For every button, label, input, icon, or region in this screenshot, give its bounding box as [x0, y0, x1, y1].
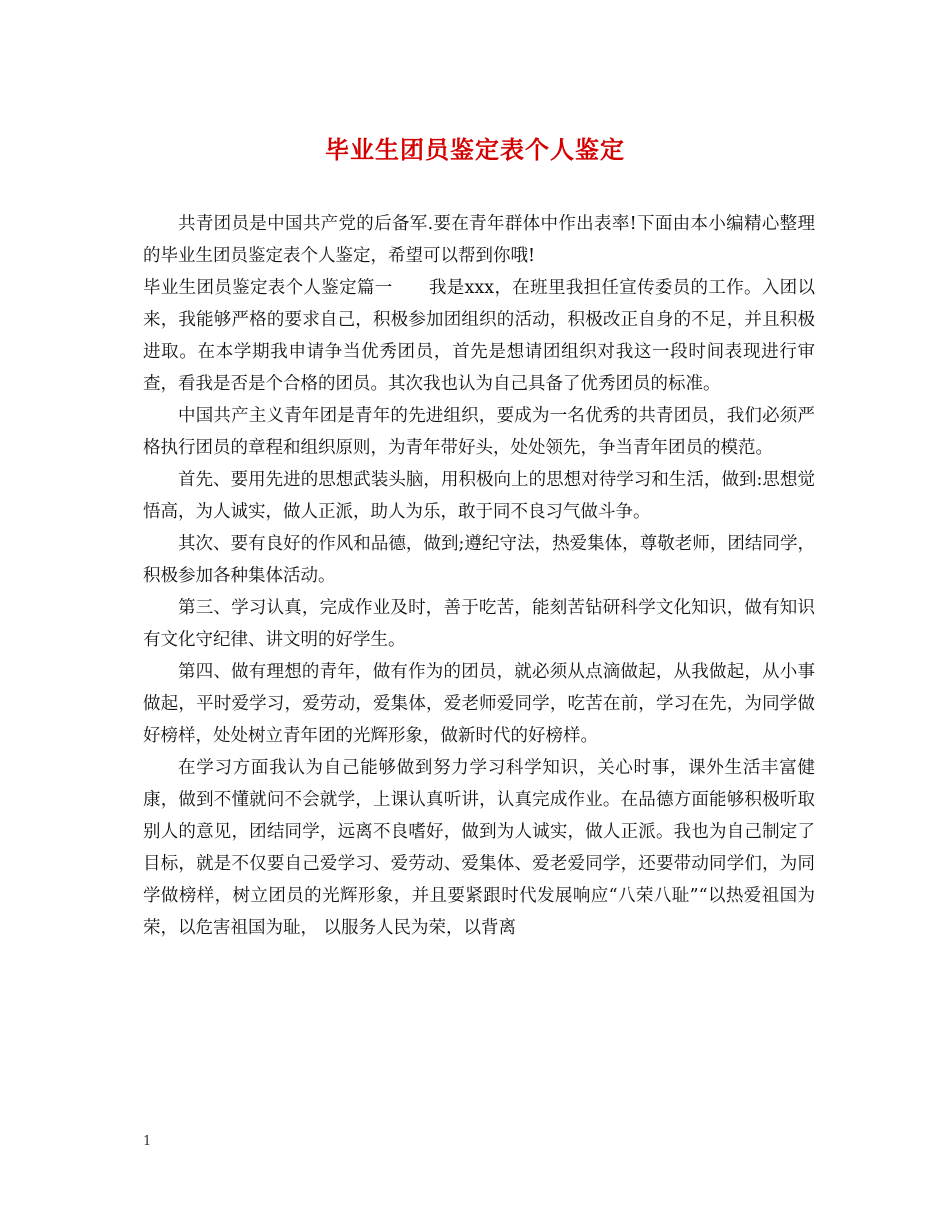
body-paragraph: 中国共产主义青年团是青年的先进组织，要成为一名优秀的共青团员，我们必须严格执行团员的章程和组织原则，为青年带好头，处处领先，争当青年团员的模范。: [143, 406, 815, 458]
section-heading: 毕业生团员鉴定表个人鉴定篇一: [143, 278, 393, 298]
intro-paragraph: 共青团员是中国共产党的后备军.要在青年群体中作出表率!下面由本小编精心整理的毕业生团员鉴定表个人鉴定，希望可以帮到你哦!: [143, 214, 815, 266]
document-body: [143, 208, 815, 944]
body-paragraph: 其次、要有良好的作风和品德，做到;遵纪守法，热爱集体，尊敬老师，团结同学，积极参加各种集体活动。: [143, 534, 815, 586]
body-paragraph: 第四、做有理想的青年，做有作为的团员，就必须从点滴做起，从我做起，从小事做起，平时爱学习，爱劳动，爱集体，爱老师爱同学，吃苦在前，学习在先，为同学做好榜样，处处树立青年团的光辉形象，做新时代的好榜样。: [143, 662, 815, 746]
page-number: 1: [143, 1134, 152, 1149]
section-paragraph: [143, 272, 815, 400]
body-paragraph: 在学习方面我认为自己能够做到努力学习科学知识，关心时事，课外生活丰富健康，做到不懂就问不会就学，上课认真听讲，认真完成作业。在品德方面能够积极听取别人的意见，团结同学，远离不良嗜好，做到为人诚实，做人正派。我也为自己制定了目标，就是不仅要自己爱学习、爱劳动、爱集体、爱老爱同学，还要带动同学们，为同学做榜样，树立团员的光辉形象，并且要紧跟时代发展响应“八荣八耻”“以热爱祖国为荣，以危害祖国为耻， 以服务人民为荣，以背离: [143, 758, 815, 938]
body-paragraph: 首先、要用先进的思想武装头脑，用积极向上的思想对待学习和生活，做到:思想觉悟高，为人诚实，做人正派，助人为乐，敢于同不良习气做斗争。: [143, 470, 815, 522]
body-paragraph: 第三、学习认真，完成作业及时，善于吃苦，能刻苦钻研科学文化知识，做有知识有文化守纪律、讲文明的好学生。: [143, 598, 815, 650]
document-title: 毕业生团员鉴定表个人鉴定: [325, 135, 625, 164]
section-first-text: 我是xxx，在班里我担任宣传委员的工作。入团以来，我能够严格的要求自己，积极参加团组织的活动，积极改正自身的不足，并且积极进取。在本学期我申请争当优秀团员，首先是想请团组织对我这一段时间表现进行审查，看我是否是个合格的团员。其次我也认为自己具备了优秀团员的标准。: [143, 278, 816, 394]
